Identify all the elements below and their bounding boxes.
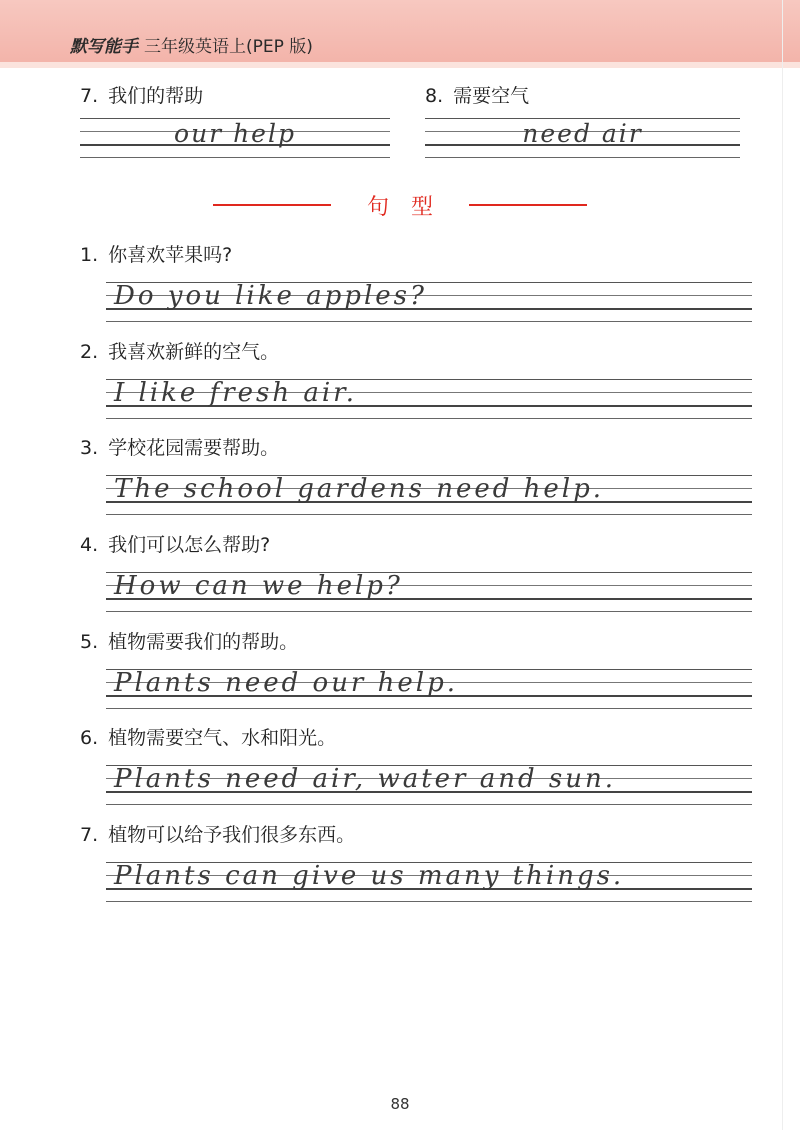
section-title-text: 句型	[366, 194, 455, 220]
sentence-item-7	[80, 820, 752, 908]
section-rule-right	[469, 204, 587, 206]
sentence-item-1	[80, 240, 752, 328]
prompt-text: 你喜欢苹果吗?	[108, 244, 233, 266]
sentence-item-4	[80, 530, 752, 618]
sentence-prompt	[80, 433, 752, 463]
sentence-item-2	[80, 337, 752, 425]
writing-lines[interactable]	[106, 572, 752, 618]
writing-lines[interactable]	[106, 282, 752, 328]
sentence-item-5	[80, 627, 752, 715]
prompt-text: 植物需要我们的帮助。	[108, 631, 299, 653]
writing-lines[interactable]	[425, 118, 740, 162]
section-rule-left	[213, 204, 331, 206]
prompt-text: 学校花园需要帮助。	[108, 437, 280, 459]
item-number: 8.	[425, 85, 444, 107]
item-number: 6.	[80, 727, 99, 749]
item-number: 1.	[80, 244, 99, 266]
prompt-text: 植物可以给予我们很多东西。	[108, 824, 356, 846]
vocab-item-7	[80, 82, 395, 162]
header-brand: 默写能手	[70, 37, 138, 57]
prompt-text: 我们可以怎么帮助?	[108, 534, 271, 556]
sentence-item-3	[80, 433, 752, 521]
handwritten-answer: Plants can give us many things.	[114, 861, 625, 891]
writing-lines[interactable]	[106, 475, 752, 521]
sentence-prompt	[80, 723, 752, 753]
page-edge-rule	[782, 0, 783, 1130]
item-number: 7.	[80, 85, 99, 107]
writing-lines[interactable]	[106, 765, 752, 811]
handwritten-answer: How can we help?	[114, 571, 403, 601]
handwritten-answer: I like fresh air.	[114, 378, 358, 408]
sentence-prompt	[80, 820, 752, 850]
writing-lines[interactable]	[106, 862, 752, 908]
section-title	[0, 190, 800, 220]
prompt-text: 我们的帮助	[108, 85, 204, 107]
writing-lines[interactable]	[80, 118, 390, 162]
sentence-prompt	[80, 627, 752, 657]
handwritten-answer: Plants need air, water and sun.	[114, 764, 616, 794]
header-strip	[0, 62, 800, 68]
item-number: 4.	[80, 534, 99, 556]
sentence-item-6	[80, 723, 752, 811]
prompt-text: 我喜欢新鲜的空气。	[108, 341, 280, 363]
item-number: 3.	[80, 437, 99, 459]
vocab-prompt	[425, 82, 740, 110]
sentence-prompt	[80, 240, 752, 270]
page-number: 88	[390, 1095, 410, 1113]
prompt-text: 植物需要空气、水和阳光。	[108, 727, 337, 749]
sentence-prompt	[80, 337, 752, 367]
item-number: 5.	[80, 631, 99, 653]
header-subtitle: 三年级英语上(PEP 版)	[144, 37, 313, 57]
handwritten-answer: our help	[174, 119, 296, 148]
writing-lines[interactable]	[106, 379, 752, 425]
vocab-item-8	[425, 82, 740, 162]
writing-lines[interactable]	[106, 669, 752, 715]
handwritten-answer: need air	[522, 119, 643, 148]
handwritten-answer: The school gardens need help.	[114, 474, 605, 504]
prompt-text: 需要空气	[453, 85, 530, 107]
item-number: 2.	[80, 341, 99, 363]
vocab-prompt	[80, 82, 395, 110]
item-number: 7.	[80, 824, 99, 846]
sentence-prompt	[80, 530, 752, 560]
handwritten-answer: Plants need our help.	[114, 668, 458, 698]
handwritten-answer: Do you like apples?	[114, 281, 427, 311]
page-header	[70, 32, 313, 57]
